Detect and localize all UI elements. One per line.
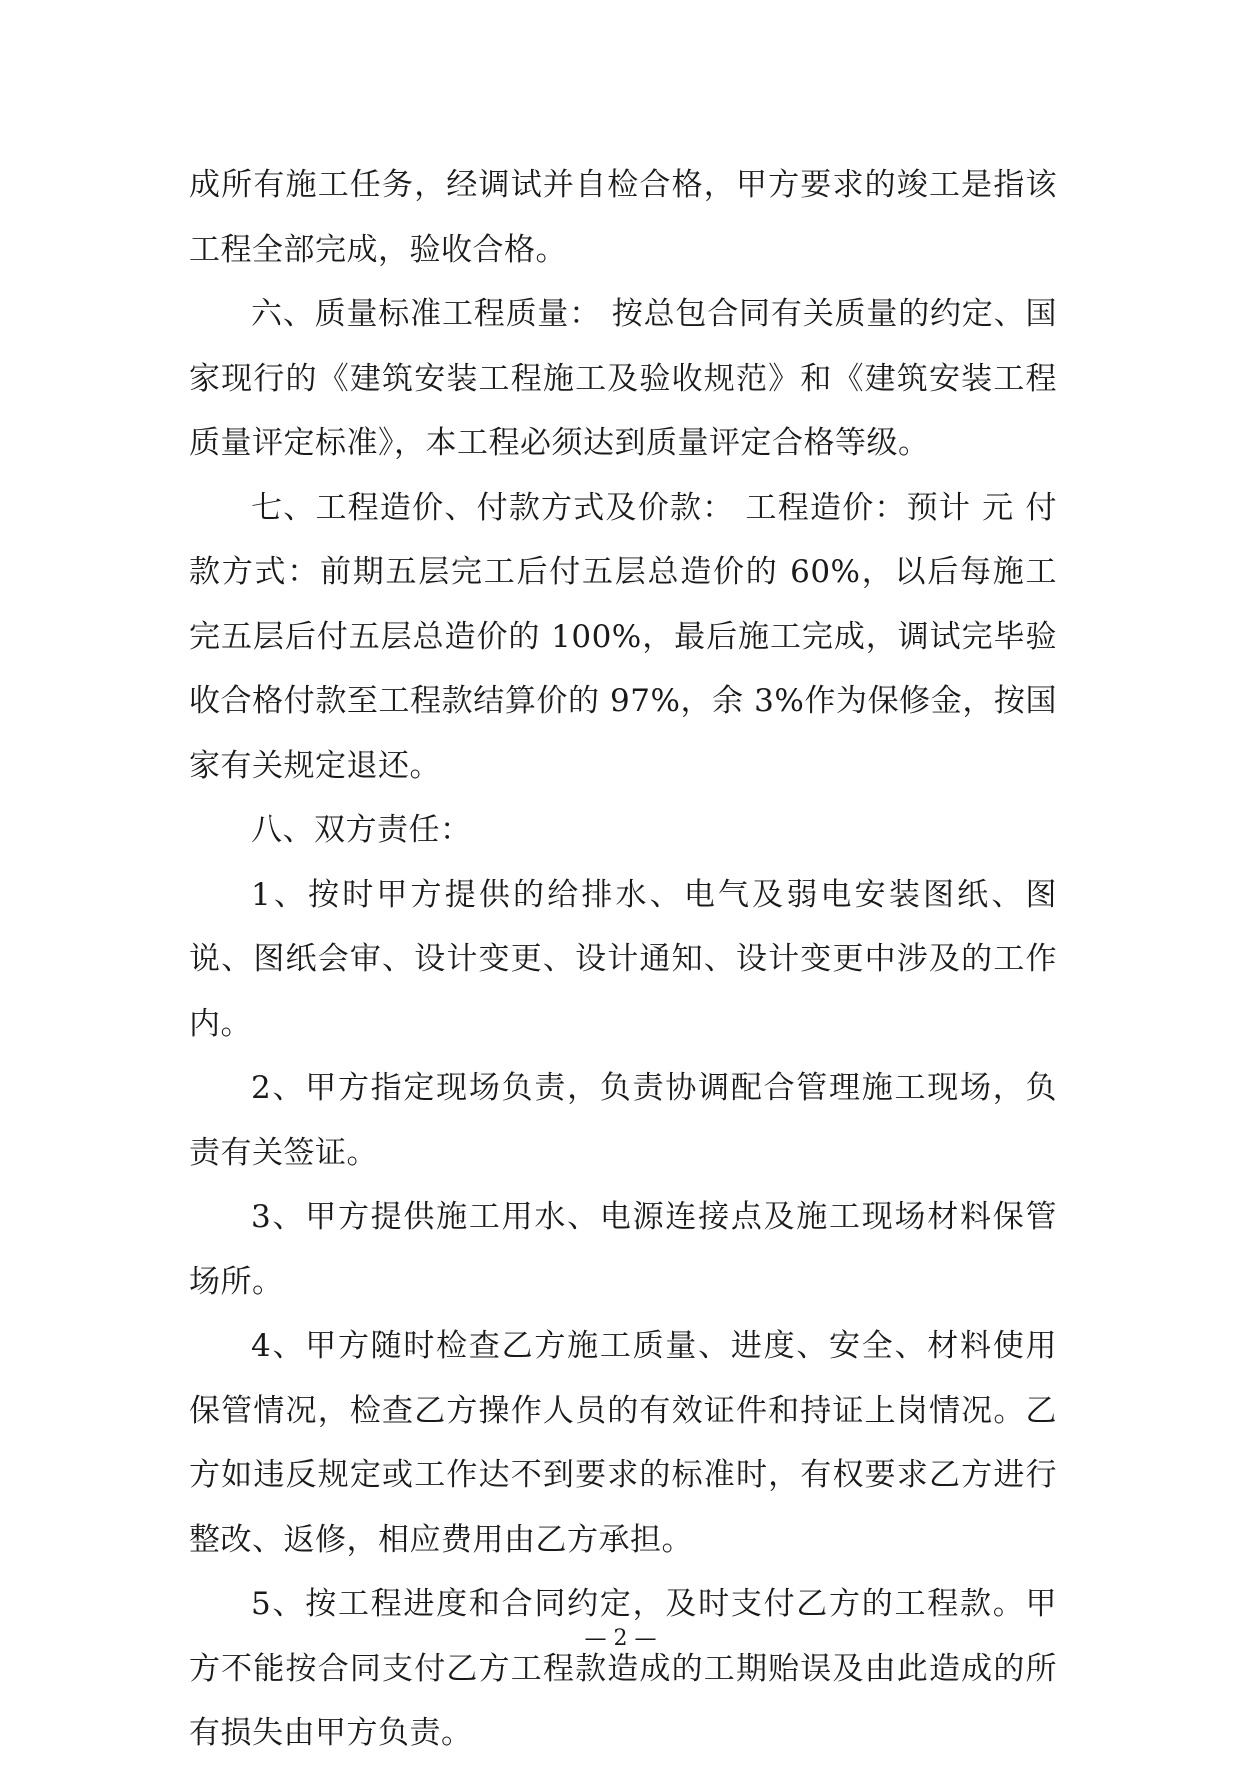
- paragraph-responsibilities-heading: 八、双方责任：: [251, 812, 472, 848]
- paragraph-continuation: 成所有施工任务，经调试并自检合格，甲方要求的竣工是指该工程全部完成，验收合格。: [189, 167, 1057, 268]
- paragraph-item-5: 5、按工程进度和合同约定，及时支付乙方的工程款。甲方不能按合同支付乙方工程款造成的工期贻误及由此造成的所有损失由甲方负责。: [189, 1586, 1057, 1751]
- paragraph-item-1: 1、按时甲方提供的给排水、电气及弱电安装图纸、图说、图纸会审、设计变更、设计通知、设计变更中涉及的工作内。: [189, 876, 1057, 1042]
- paragraph-item-3: 3、甲方提供施工用水、电源连接点及施工现场材料保管场所。: [189, 1199, 1057, 1300]
- paragraph-item-4: 4、甲方随时检查乙方施工质量、进度、安全、材料使用保管情况，检查乙方操作人员的有效证件和持证上岗情况。乙方如违反规定或工作达不到要求的标准时，有权要求乙方进行整改、返修，相应费用由乙方承担。: [189, 1328, 1057, 1558]
- page-number: — 2 —: [584, 1626, 657, 1651]
- document-body: [189, 153, 1057, 1766]
- paragraph-payment-terms: 七、工程造价、付款方式及价款： 工程造价：预计 元 付款方式：前期五层完工后付五层总造价的 60%，以后每施工完五层后付五层总造价的 100%，最后施工完成，调试完毕验收合格付款至工程款结算价的 97%，余 3%作为保修金，按国家有关规定退还。: [189, 489, 1057, 784]
- paragraph-quality-standard: 六、质量标准工程质量： 按总包合同有关质量的约定、国家现行的《建筑安装工程施工及验收规范》和《建筑安装工程质量评定标准》，本工程必须达到质量评定合格等级。: [189, 296, 1057, 461]
- paragraph-item-2: 2、甲方指定现场负责，负责协调配合管理施工现场，负责有关签证。: [189, 1070, 1057, 1171]
